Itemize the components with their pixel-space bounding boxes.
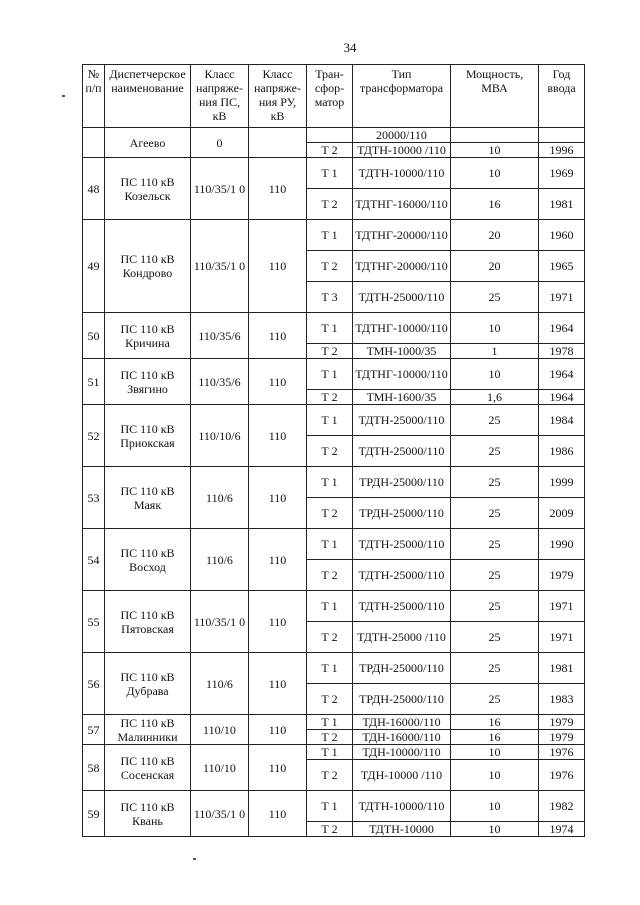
header-dispatch-name: Диспетчерское наименование bbox=[105, 65, 191, 128]
row-number: 54 bbox=[83, 529, 105, 591]
transformer-power: 20 bbox=[451, 251, 539, 282]
transformer-label: Т 1 bbox=[307, 529, 353, 560]
transformer-power: 10 bbox=[451, 158, 539, 189]
transformer-label: Т 2 bbox=[307, 436, 353, 467]
row-number: 52 bbox=[83, 405, 105, 467]
transformer-power: 25 bbox=[451, 560, 539, 591]
commission-year: 1986 bbox=[539, 436, 585, 467]
transformer-label: Т 2 bbox=[307, 143, 353, 158]
transformer-label: Т 2 bbox=[307, 498, 353, 529]
transformer-label: Т 1 bbox=[307, 653, 353, 684]
ru-voltage: 110 bbox=[249, 529, 307, 591]
commission-year: 1984 bbox=[539, 405, 585, 436]
table-row bbox=[83, 220, 585, 251]
commission-year: 1965 bbox=[539, 251, 585, 282]
ru-voltage: 110 bbox=[249, 745, 307, 791]
transformer-label: Т 2 bbox=[307, 684, 353, 715]
ps-voltage: 110/10 bbox=[191, 715, 249, 745]
transformer-power: 10 bbox=[451, 760, 539, 791]
commission-year: 1990 bbox=[539, 529, 585, 560]
ps-voltage: 110/35/6 bbox=[191, 313, 249, 359]
ru-voltage: 110 bbox=[249, 220, 307, 313]
commission-year: 1981 bbox=[539, 189, 585, 220]
transformer-power: 10 bbox=[451, 822, 539, 837]
commission-year: 2009 bbox=[539, 498, 585, 529]
ru-voltage: 110 bbox=[249, 313, 307, 359]
ru-voltage: 110 bbox=[249, 405, 307, 467]
commission-year: 1979 bbox=[539, 715, 585, 730]
transformer-type: ТРДН-25000/110 bbox=[353, 498, 451, 529]
transformer-label: Т 1 bbox=[307, 220, 353, 251]
commission-year: 1964 bbox=[539, 359, 585, 390]
header-transformer-type: Тип трансформатора bbox=[353, 65, 451, 128]
commission-year: 1971 bbox=[539, 282, 585, 313]
commission-year: 1996 bbox=[539, 143, 585, 158]
row-number: 57 bbox=[83, 715, 105, 745]
header-ps-voltage: Класс напряже-ния ПС, кВ bbox=[191, 65, 249, 128]
scan-speck bbox=[193, 858, 196, 860]
dispatch-name: ПС 110 кВ Сосенская bbox=[105, 745, 191, 791]
transformer-type: ТДТНГ-20000/110 bbox=[353, 220, 451, 251]
transformer-label: Т 2 bbox=[307, 251, 353, 282]
ps-voltage: 0 bbox=[191, 128, 249, 158]
transformer-label: Т 1 bbox=[307, 467, 353, 498]
transformer-type: ТДТНГ-10000/110 bbox=[353, 313, 451, 344]
ps-voltage: 110/10 bbox=[191, 745, 249, 791]
transformer-power: 25 bbox=[451, 591, 539, 622]
dispatch-name: ПС 110 кВ Звягино bbox=[105, 359, 191, 405]
transformer-type: ТДТН-25000 /110 bbox=[353, 622, 451, 653]
dispatch-name: ПС 110 кВ Маяк bbox=[105, 467, 191, 529]
transformer-power: 16 bbox=[451, 730, 539, 745]
ru-voltage: 110 bbox=[249, 653, 307, 715]
transformer-power: 25 bbox=[451, 405, 539, 436]
transformer-power: 1,6 bbox=[451, 390, 539, 405]
transformer-type: ТДН-16000/110 bbox=[353, 730, 451, 745]
ru-voltage: 110 bbox=[249, 359, 307, 405]
header-year: Год ввода bbox=[539, 65, 585, 128]
transformer-power: 25 bbox=[451, 653, 539, 684]
page-number: 34 bbox=[343, 40, 357, 55]
transformer-power: 20 bbox=[451, 220, 539, 251]
commission-year: 1976 bbox=[539, 745, 585, 760]
commission-year: 1964 bbox=[539, 313, 585, 344]
transformer-type: ТДТН-10000 bbox=[353, 822, 451, 837]
transformer-label: Т 2 bbox=[307, 822, 353, 837]
ru-voltage: 110 bbox=[249, 715, 307, 745]
header-number: № п/п bbox=[83, 65, 105, 128]
dispatch-name: ПС 110 кВ Малинники bbox=[105, 715, 191, 745]
commission-year: 1971 bbox=[539, 591, 585, 622]
row-number: 50 bbox=[83, 313, 105, 359]
row-number: 59 bbox=[83, 791, 105, 837]
transformer-power: 25 bbox=[451, 622, 539, 653]
dispatch-name: ПС 110 кВ Восход bbox=[105, 529, 191, 591]
table-row bbox=[83, 715, 585, 730]
transformer-power: 10 bbox=[451, 143, 539, 158]
commission-year: 1960 bbox=[539, 220, 585, 251]
transformer-label: Т 2 bbox=[307, 560, 353, 591]
dispatch-name: ПС 110 кВ Дубрава bbox=[105, 653, 191, 715]
transformer-power: 10 bbox=[451, 745, 539, 760]
commission-year: 1974 bbox=[539, 822, 585, 837]
transformer-type: ТДТН-25000/110 bbox=[353, 591, 451, 622]
commission-year bbox=[539, 128, 585, 143]
transformer-label: Т 2 bbox=[307, 189, 353, 220]
row-number: 55 bbox=[83, 591, 105, 653]
row-number: 56 bbox=[83, 653, 105, 715]
ps-voltage: 110/35/1 0 bbox=[191, 158, 249, 220]
transformer-label: Т 1 bbox=[307, 591, 353, 622]
transformer-label: Т 2 bbox=[307, 622, 353, 653]
transformer-type: ТМН-1000/35 bbox=[353, 344, 451, 359]
transformer-table bbox=[82, 64, 585, 837]
transformer-type: ТРДН-25000/110 bbox=[353, 684, 451, 715]
transformer-label: Т 1 bbox=[307, 405, 353, 436]
commission-year: 1979 bbox=[539, 560, 585, 591]
transformer-label bbox=[307, 128, 353, 143]
table-row bbox=[83, 359, 585, 390]
transformer-type: ТДТНГ-20000/110 bbox=[353, 251, 451, 282]
row-number: 51 bbox=[83, 359, 105, 405]
row-number: 49 bbox=[83, 220, 105, 313]
ru-voltage: 110 bbox=[249, 791, 307, 837]
ps-voltage: 110/10/6 bbox=[191, 405, 249, 467]
table-row bbox=[83, 158, 585, 189]
row-number: 53 bbox=[83, 467, 105, 529]
transformer-power: 25 bbox=[451, 467, 539, 498]
ps-voltage: 110/6 bbox=[191, 467, 249, 529]
transformer-type: ТМН-1600/35 bbox=[353, 390, 451, 405]
table-row bbox=[83, 591, 585, 622]
commission-year: 1978 bbox=[539, 344, 585, 359]
transformer-label: Т 2 bbox=[307, 760, 353, 791]
transformer-label: Т 1 bbox=[307, 715, 353, 730]
transformer-type: ТДТН-25000/110 bbox=[353, 282, 451, 313]
table-row bbox=[83, 529, 585, 560]
table-row bbox=[83, 745, 585, 760]
table-row bbox=[83, 405, 585, 436]
ps-voltage: 110/35/6 bbox=[191, 359, 249, 405]
transformer-label: Т 2 bbox=[307, 730, 353, 745]
table-row bbox=[83, 653, 585, 684]
ru-voltage bbox=[249, 128, 307, 158]
transformer-type: ТДТН-10000 /110 bbox=[353, 143, 451, 158]
table-row bbox=[83, 791, 585, 822]
header-ru-voltage: Класс напряже-ния РУ, кВ bbox=[249, 65, 307, 128]
commission-year: 1964 bbox=[539, 390, 585, 405]
transformer-type: ТДТН-25000/110 bbox=[353, 560, 451, 591]
row-number bbox=[83, 128, 105, 158]
transformer-type: ТДТН-25000/110 bbox=[353, 436, 451, 467]
header-power: Мощность, МВА bbox=[451, 65, 539, 128]
dispatch-name: Агеево bbox=[105, 128, 191, 158]
transformer-power: 1 bbox=[451, 344, 539, 359]
dispatch-name: ПС 110 кВ Квань bbox=[105, 791, 191, 837]
header-row bbox=[83, 65, 585, 128]
table-row bbox=[83, 313, 585, 344]
transformer-power: 10 bbox=[451, 313, 539, 344]
transformer-label: Т 2 bbox=[307, 390, 353, 405]
ru-voltage: 110 bbox=[249, 467, 307, 529]
commission-year: 1983 bbox=[539, 684, 585, 715]
transformer-power bbox=[451, 128, 539, 143]
transformer-power: 16 bbox=[451, 189, 539, 220]
transformer-type: ТРДН-25000/110 bbox=[353, 653, 451, 684]
ps-voltage: 110/35/1 0 bbox=[191, 220, 249, 313]
transformer-type: ТДН-10000/110 bbox=[353, 745, 451, 760]
transformer-power: 25 bbox=[451, 436, 539, 467]
dispatch-name: ПС 110 кВ Кричина bbox=[105, 313, 191, 359]
transformer-power: 25 bbox=[451, 498, 539, 529]
transformer-label: Т 3 bbox=[307, 282, 353, 313]
header-transformer: Тран-сфор-матор bbox=[307, 65, 353, 128]
transformer-label: Т 1 bbox=[307, 745, 353, 760]
dispatch-name: ПС 110 кВ Кондрово bbox=[105, 220, 191, 313]
transformer-label: Т 1 bbox=[307, 313, 353, 344]
dispatch-name: ПС 110 кВ Приокская bbox=[105, 405, 191, 467]
commission-year: 1969 bbox=[539, 158, 585, 189]
transformer-label: Т 1 bbox=[307, 359, 353, 390]
transformer-type: ТДН-16000/110 bbox=[353, 715, 451, 730]
ps-voltage: 110/6 bbox=[191, 653, 249, 715]
transformer-power: 25 bbox=[451, 684, 539, 715]
ru-voltage: 110 bbox=[249, 591, 307, 653]
scan-speck bbox=[62, 95, 65, 97]
transformer-power: 25 bbox=[451, 529, 539, 560]
ru-voltage: 110 bbox=[249, 158, 307, 220]
dispatch-name: ПС 110 кВ Козельск bbox=[105, 158, 191, 220]
table-row bbox=[83, 467, 585, 498]
transformer-type: 20000/110 bbox=[353, 128, 451, 143]
commission-year: 1981 bbox=[539, 653, 585, 684]
transformer-type: ТДТН-25000/110 bbox=[353, 529, 451, 560]
ps-voltage: 110/35/1 0 bbox=[191, 791, 249, 837]
commission-year: 1979 bbox=[539, 730, 585, 745]
dispatch-name: ПС 110 кВ Пятовская bbox=[105, 591, 191, 653]
transformer-power: 25 bbox=[451, 282, 539, 313]
ps-voltage: 110/6 bbox=[191, 529, 249, 591]
transformer-type: ТДТНГ-10000/110 bbox=[353, 359, 451, 390]
commission-year: 1999 bbox=[539, 467, 585, 498]
commission-year: 1982 bbox=[539, 791, 585, 822]
commission-year: 1976 bbox=[539, 760, 585, 791]
row-number: 58 bbox=[83, 745, 105, 791]
transformer-power: 16 bbox=[451, 715, 539, 730]
transformer-label: Т 1 bbox=[307, 158, 353, 189]
transformer-type: ТДТНГ-16000/110 bbox=[353, 189, 451, 220]
ps-voltage: 110/35/1 0 bbox=[191, 591, 249, 653]
transformer-type: ТДТН-10000/110 bbox=[353, 791, 451, 822]
row-number: 48 bbox=[83, 158, 105, 220]
transformer-type: ТДТН-10000/110 bbox=[353, 158, 451, 189]
transformer-type: ТРДН-25000/110 bbox=[353, 467, 451, 498]
table-row bbox=[83, 128, 585, 143]
transformer-type: ТДН-10000 /110 bbox=[353, 760, 451, 791]
transformer-label: Т 2 bbox=[307, 344, 353, 359]
commission-year: 1971 bbox=[539, 622, 585, 653]
transformer-power: 10 bbox=[451, 359, 539, 390]
transformer-power: 10 bbox=[451, 791, 539, 822]
transformer-label: Т 1 bbox=[307, 791, 353, 822]
transformer-type: ТДТН-25000/110 bbox=[353, 405, 451, 436]
